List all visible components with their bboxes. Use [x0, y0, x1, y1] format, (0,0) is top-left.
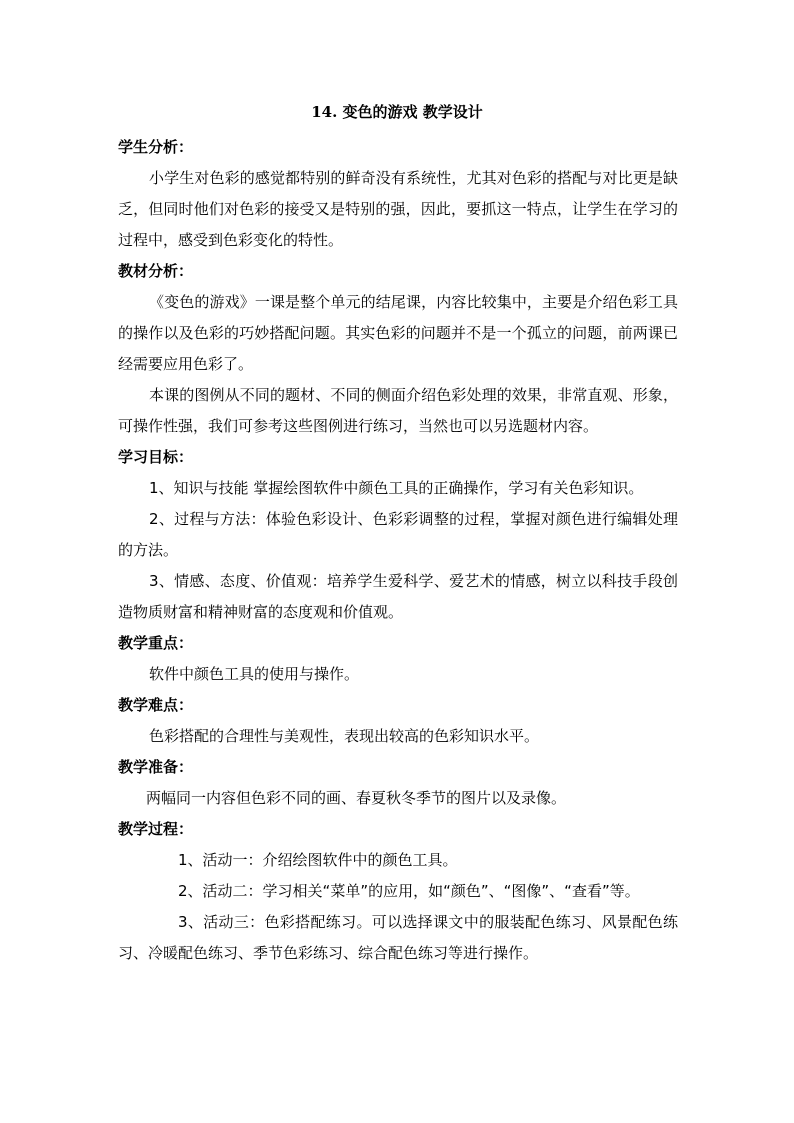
section-heading-process: 教学过程： [118, 820, 194, 838]
section-heading-key-points: 教学重点： [118, 634, 194, 652]
difficulties-paragraph: 色彩搭配的合理性与美观性，表现出较高的色彩知识水平。 [149, 727, 540, 745]
objective-item-1: 1、知识与技能 掌握绘图软件中颜色工具的正确操作，学习有关色彩知识。 [149, 479, 644, 497]
section-heading-objectives: 学习目标： [118, 448, 194, 466]
process-step-2: 2、活动二：学习相关“菜单”的应用，如“颜色”、“图像”、“查看”等。 [178, 882, 640, 900]
section-heading-difficulties: 教学难点： [118, 696, 194, 714]
document-title: 14. 变色的游戏 教学设计 [311, 103, 483, 121]
process-step-1: 1、活动一：介绍绘图软件中的颜色工具。 [178, 851, 458, 869]
objective-item-2: 2、过程与方法：体验色彩设计、色彩彩调整的过程，掌握对颜色进行编辑处理的方法。 [118, 510, 678, 559]
objective-item-3: 3、情感、态度、价值观：培养学生爱科学、爱艺术的情感，树立以科技手段创造物质财富和精神财富的态度观和价值观。 [118, 572, 678, 621]
preparation-paragraph: 两幅同一内容但色彩不同的画、春夏秋冬季节的图片以及录像。 [146, 789, 567, 807]
section-heading-material-analysis: 教材分析： [118, 262, 194, 280]
document-body [118, 132, 678, 969]
material-analysis-paragraph-2: 本课的图例从不同的题材、不同的侧面介绍色彩处理的效果，非常直观、形象，可操作性强，我们可参考这些图例进行练习，当然也可以另选题材内容。 [118, 386, 678, 435]
process-step-3: 3、活动三：色彩搭配练习。可以选择课文中的服装配色练习、风景配色练习、冷暖配色练习、季节色彩练习、综合配色练习等进行操作。 [118, 913, 678, 962]
section-heading-student-analysis: 学生分析： [118, 138, 194, 156]
key-points-paragraph: 软件中颜色工具的使用与操作。 [149, 665, 360, 683]
section-heading-preparation: 教学准备： [118, 758, 194, 776]
student-analysis-paragraph: 小学生对色彩的感觉都特别的鲜奇没有系统性，尤其对色彩的搭配与对比更是缺乏，但同时他们对色彩的接受又是特别的强，因此，要抓这一特点，让学生在学习的过程中，感受到色彩变化的特性。 [118, 169, 678, 249]
material-analysis-paragraph-1: 《变色的游戏》一课是整个单元的结尾课，内容比较集中，主要是介绍色彩工具的操作以及色彩的巧妙搭配问题。其实色彩的问题并不是一个孤立的问题，前两课已经需要应用色彩了。 [118, 293, 678, 373]
